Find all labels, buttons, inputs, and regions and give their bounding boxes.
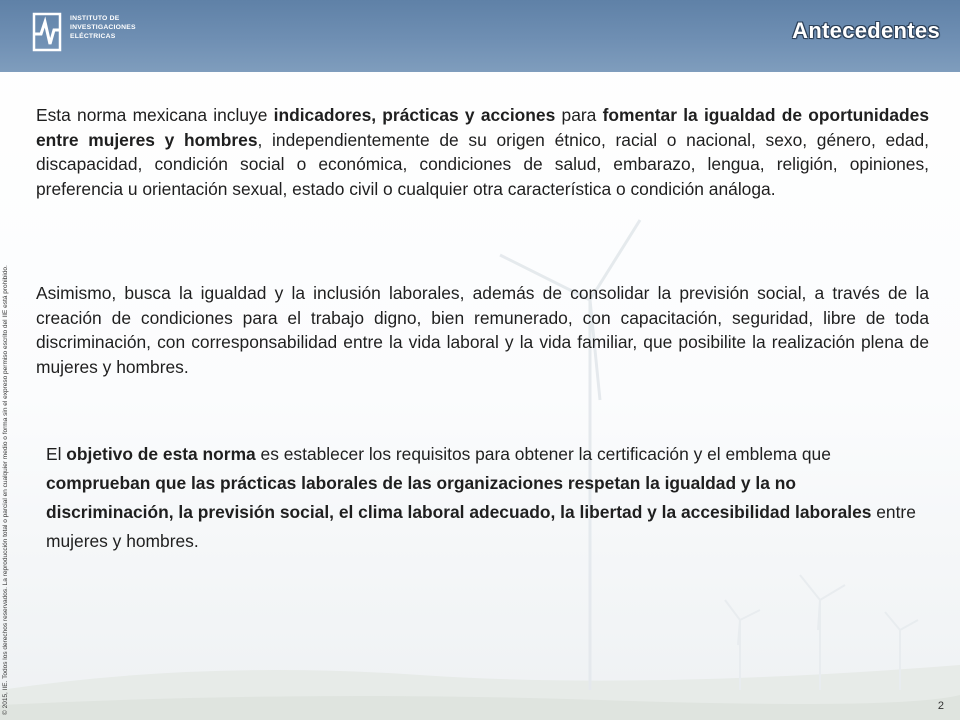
p1-bold-1: indicadores, prácticas y acciones [273, 105, 556, 125]
paragraph-3 [46, 440, 926, 556]
p3-bold-2: comprueban que las prácticas laborales de las organizaciones respetan la igualdad y la no discriminación, la previsión social, el clima laboral adecuado, la libertad y la accesibilidad laborales [46, 473, 872, 522]
copyright-note: © 2015, IIE. Todos los derechos reservados. La reproducción total o parcial en cualquier medio o forma sin el expreso permiso escrito del IIE está prohibido. [2, 265, 9, 715]
logo-line-2: INVESTIGACIONES [70, 24, 136, 31]
page-title: Antecedentes [792, 18, 940, 43]
p1-bold-2: fomentar la igualdad de oportunidades entre mujeres y hombres [36, 105, 930, 150]
page-number: 2 [937, 700, 944, 712]
p3-text-2: es establecer los requisitos para obtener la certificación y el emblema que [255, 444, 831, 464]
logo-line-1: INSTITUTO DE [70, 15, 120, 22]
p3-bold-1: objetivo de esta norma [66, 444, 256, 464]
logo-text [70, 14, 136, 41]
paragraph-2: Asimismo, busca la igualdad y la inclusión laborales, además de consolidar la previsión social, a través de la creación de condiciones para el trabajo digno, bien remunerado, con capacitación, seguridad, libre de toda discriminación, con corresponsabilidad entre la vida laboral y la vida familiar, que posibilite la realización plena de mujeres y hombres. [36, 283, 929, 377]
iie-logo-icon [32, 10, 62, 54]
logo-line-3: ELÉCTRICAS [70, 33, 116, 40]
p1-text-2: para [555, 105, 603, 125]
iie-logo [32, 10, 162, 58]
header-bar [0, 0, 960, 72]
p1-text-3: , independientemente de su origen étnico, racial o nacional, sexo, género, edad, discapacidad, condición social o económica, condiciones de salud, embarazo, lengua, religión, opiniones, preferencia u orientación sexual, estado civil o cualquier otra característica o condición análoga. [36, 129, 930, 199]
p3-text-3: entre mujeres y hombres. [46, 502, 916, 551]
p3-text-1: El [46, 444, 67, 464]
p1-text-1: Esta norma mexicana incluye [36, 105, 274, 125]
paragraph-1 [36, 103, 929, 201]
